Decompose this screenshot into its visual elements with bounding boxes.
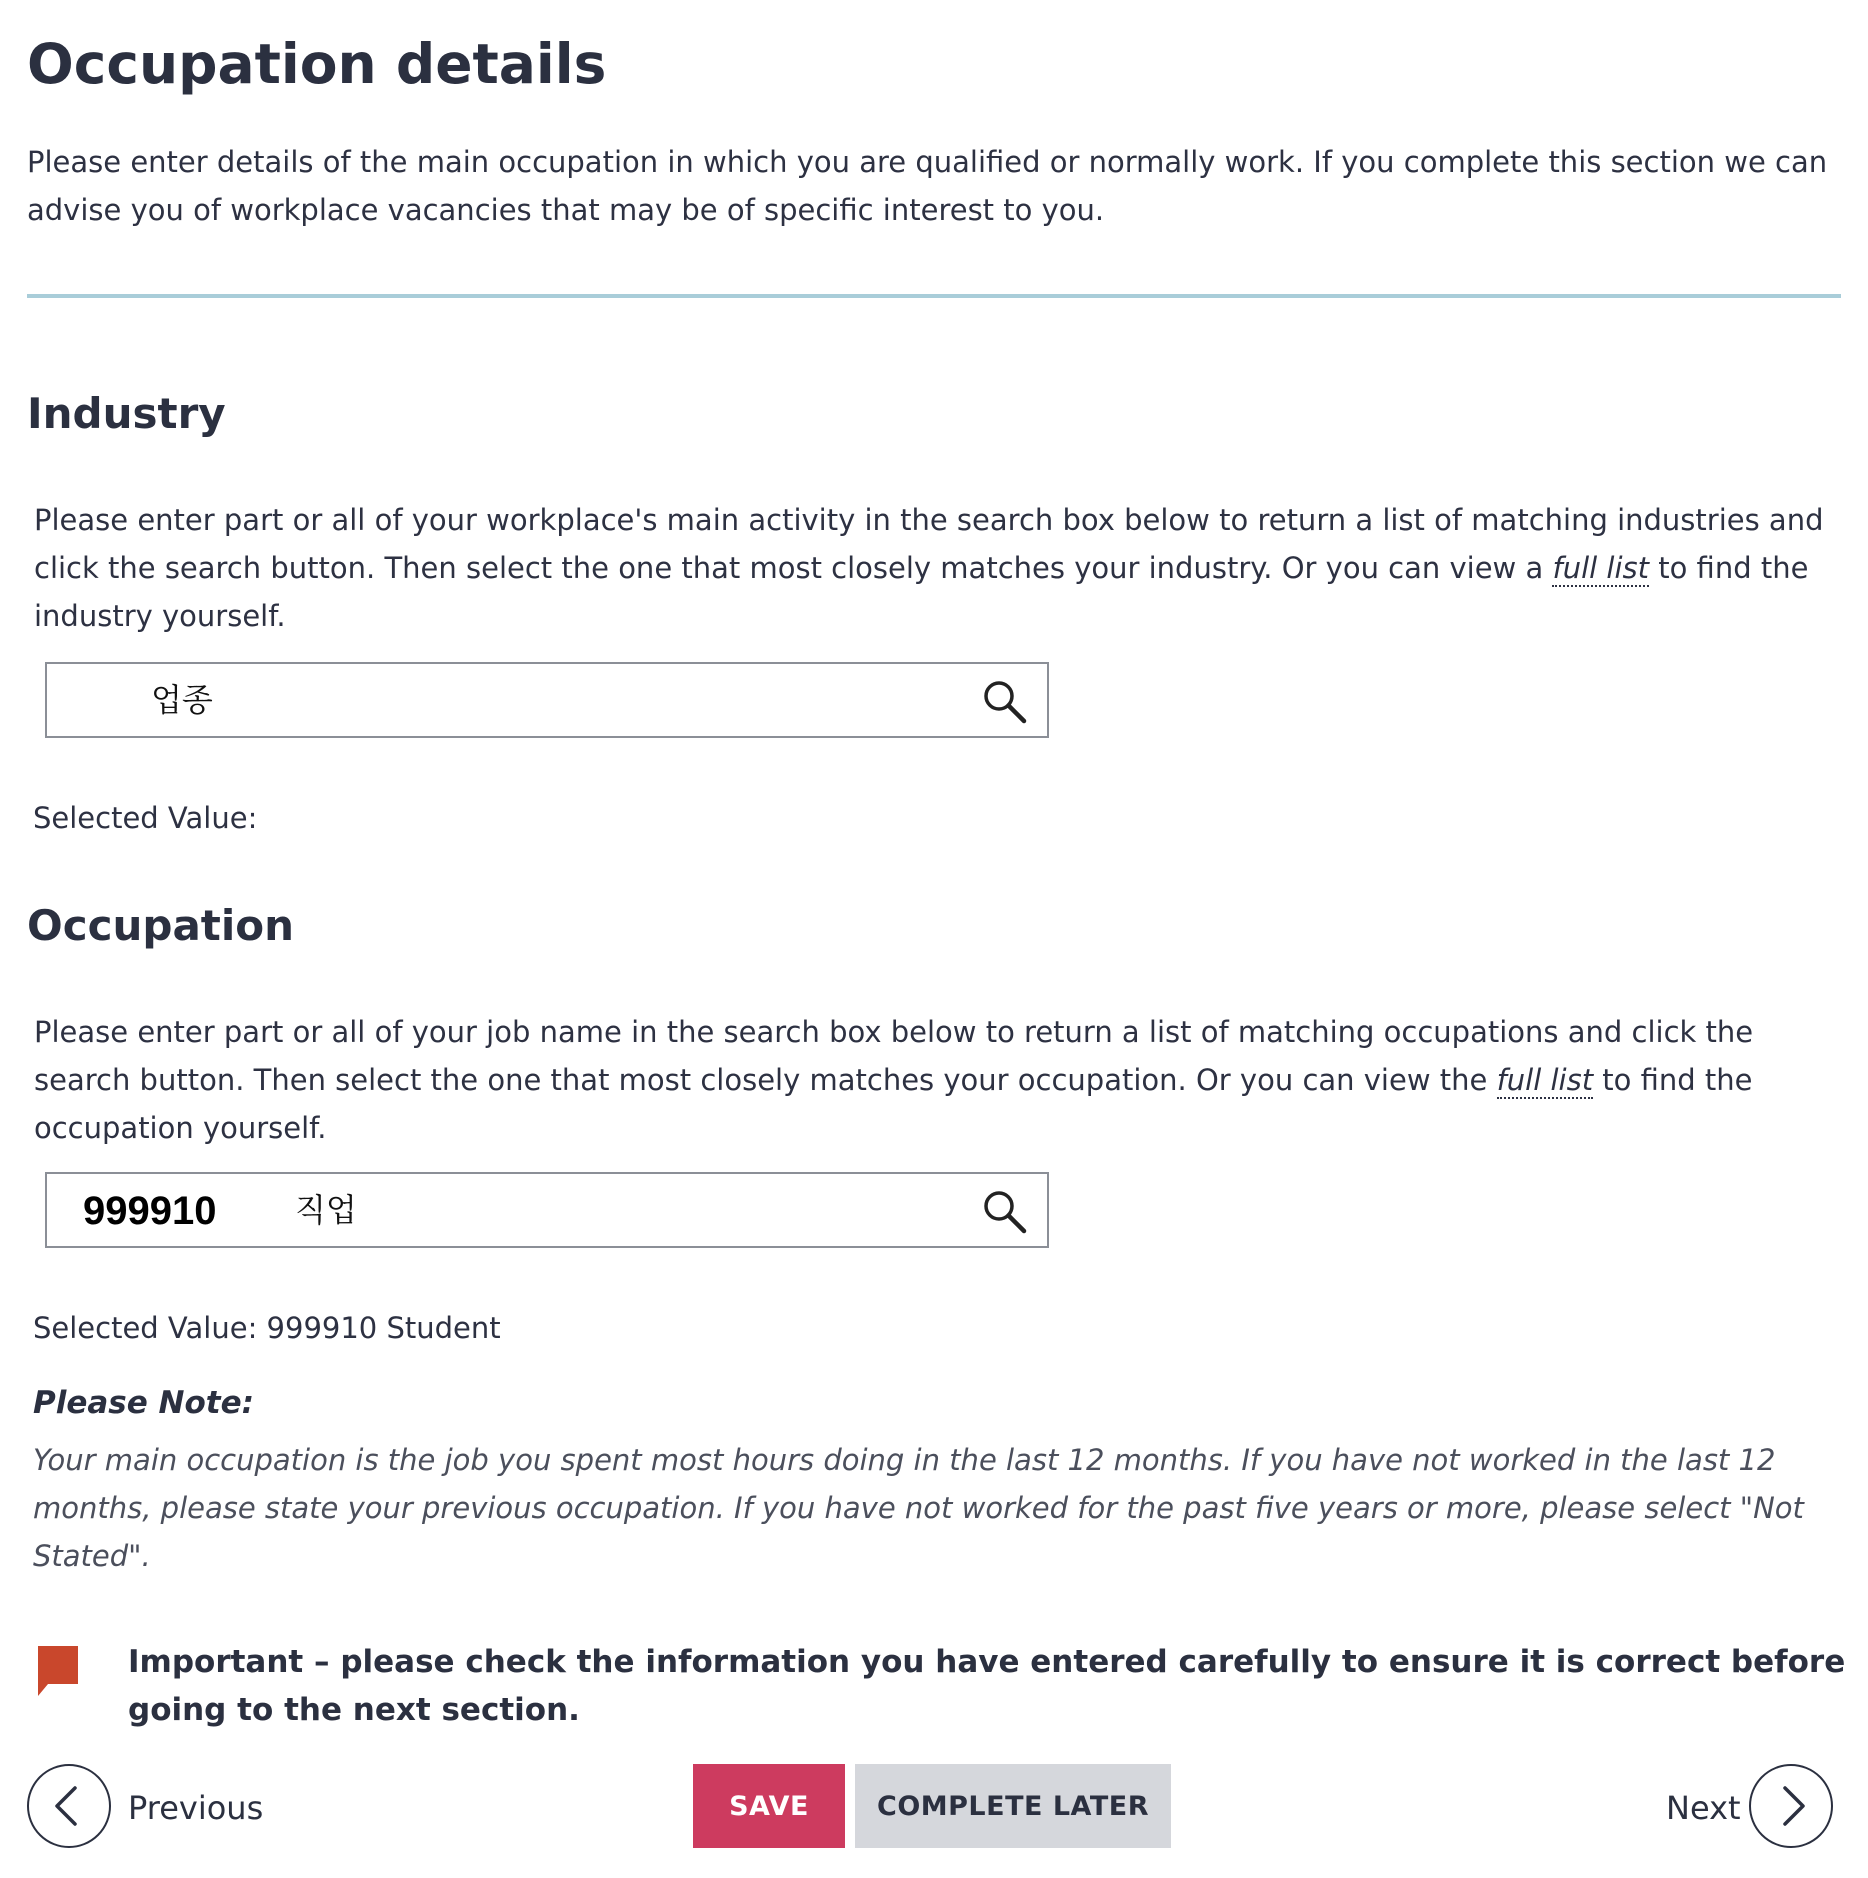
next-button[interactable]	[1749, 1764, 1833, 1848]
industry-search-input[interactable]	[45, 662, 1049, 738]
chevron-left-icon	[29, 1766, 109, 1846]
save-button[interactable]: SAVE	[693, 1764, 845, 1848]
page-title: Occupation details	[27, 32, 607, 96]
occupation-search-code: 999910	[83, 1189, 217, 1233]
previous-label[interactable]: Previous	[128, 1789, 264, 1827]
note-title: Please Note:	[33, 1385, 255, 1421]
search-icon	[981, 678, 1029, 726]
occupation-instructions	[34, 1008, 1854, 1152]
industry-search-button[interactable]	[981, 678, 1029, 726]
section-divider	[27, 294, 1841, 298]
page-intro: Please enter details of the main occupation in which you are qualified or normally work. If you complete this section we can advise you of workplace vacancies that may be of specific interest to you.	[27, 145, 1828, 227]
occupation-search-button[interactable]	[981, 1188, 1029, 1236]
occupation-heading: Occupation	[27, 901, 295, 950]
industry-heading: Industry	[27, 389, 226, 438]
occupation-selected-value: Selected Value: 999910 Student	[33, 1311, 501, 1345]
industry-instructions-after: to find the industry yourself.	[34, 551, 1809, 633]
chevron-right-icon	[1751, 1766, 1831, 1846]
occupation-search-label: 직업	[295, 1191, 357, 1229]
important-message: Important – please check the information you have entered carefully to ensure it is correct before going to the next section.	[128, 1644, 1846, 1728]
industry-search-label: 업종	[151, 681, 213, 719]
occupation-instructions-before: Please enter part or all of your job name in the search box below to return a list of matching occupations and click the search button. Then select the one that most closely matches your occupation. Or you can view the	[34, 1015, 1754, 1097]
industry-selected-value: Selected Value:	[33, 801, 258, 835]
industry-full-list-link[interactable]: full list	[1552, 551, 1649, 585]
occupation-instructions-after: to find the occupation yourself.	[34, 1063, 1753, 1145]
complete-later-button[interactable]: COMPLETE LATER	[855, 1764, 1171, 1848]
previous-button[interactable]	[27, 1764, 111, 1848]
flag-icon	[38, 1646, 78, 1698]
industry-instructions-before: Please enter part or all of your workplace's main activity in the search box below to return a list of matching industries and click the search button. Then select the one that most closely matches your industry. Or you can view a	[34, 503, 1824, 585]
occupation-search-input[interactable]	[45, 1172, 1049, 1248]
note-body: Your main occupation is the job you spent most hours doing in the last 12 months. If you have not worked in the last 12 months, please state your previous occupation. If you have not worked for the past five years or more, please select "Not Stated".	[33, 1443, 1804, 1573]
search-icon	[981, 1188, 1029, 1236]
next-label[interactable]: Next	[1666, 1789, 1741, 1827]
occupation-full-list-link[interactable]: full list	[1496, 1063, 1594, 1097]
industry-instructions	[34, 496, 1854, 640]
